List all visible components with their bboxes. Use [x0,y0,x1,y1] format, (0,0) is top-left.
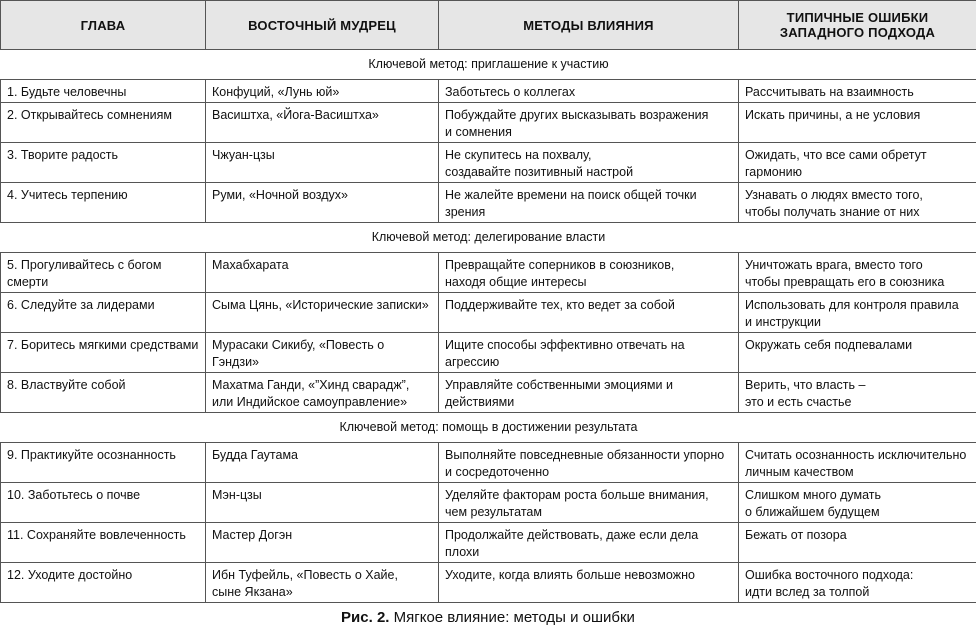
mistake-cell-text: Использовать для контроля правила и инструкции [745,298,959,329]
method-cell [439,563,739,603]
mistake-cell [739,253,976,293]
chapter-cell-text: 3. Творите радость [7,148,118,162]
mistake-cell [739,183,976,223]
sage-cell [206,443,439,483]
section-row [1,223,976,253]
table-row [1,373,976,413]
method-cell-text: Ищите способы эффективно отвечать на агрессию [445,338,685,369]
mistake-cell [739,333,976,373]
method-cell [439,183,739,223]
chapter-cell-text: 11. Сохраняйте вовлеченность [7,528,186,542]
caption-text: Мягкое влияние: методы и ошибки [389,609,634,626]
sage-cell-text: Чжуан-цзы [212,148,275,162]
sage-cell-text: Махабхарата [212,258,289,272]
sage-cell [206,183,439,223]
method-cell [439,80,739,103]
method-cell [439,483,739,523]
chapter-cell-text: 12. Уходите достойно [7,568,132,582]
sage-cell-text: Сыма Цянь, «Исторические записки» [212,298,429,312]
header-mistakes: ТИПИЧНЫЕ ОШИБКИ ЗАПАДНОГО ПОДХОДА [739,1,976,50]
sage-cell [206,563,439,603]
method-cell [439,373,739,413]
method-cell-text: Управляйте собственными эмоциями и действиями [445,378,673,409]
table-row [1,443,976,483]
sage-cell [206,253,439,293]
chapter-cell-text: 5. Прогуливайтесь с богом смерти [7,258,161,289]
method-cell [439,143,739,183]
caption-label: Рис. 2. [341,609,389,626]
chapter-cell [1,143,206,183]
table-body [1,50,976,603]
mistake-cell-text: Бежать от позора [745,528,847,542]
method-cell [439,103,739,143]
table-row [1,80,976,103]
mistake-cell-text: Искать причины, а не условия [745,108,920,122]
mistake-cell [739,143,976,183]
chapter-cell-text: 10. Заботьтесь о почве [7,488,140,502]
section-title: Ключевой метод: делегирование власти [1,223,976,253]
sage-cell-text: Васиштха, «Йога-Васиштха» [212,108,379,122]
sage-cell [206,333,439,373]
table-row [1,523,976,563]
method-cell [439,293,739,333]
method-cell [439,443,739,483]
sage-cell [206,293,439,333]
chapter-cell [1,80,206,103]
table-row [1,483,976,523]
section-row [1,413,976,443]
method-cell-text: Заботьтесь о коллегах [445,85,575,99]
figure-caption [0,609,976,626]
sage-cell-text: Конфуций, «Лунь юй» [212,85,339,99]
method-cell-text: Поддерживайте тех, кто ведет за собой [445,298,675,312]
chapter-cell-text: 9. Практикуйте осознанность [7,448,176,462]
chapter-cell [1,293,206,333]
sage-cell [206,483,439,523]
sage-cell-text: Махатма Ганди, «”Хинд свaрадж”, или Индийское самоуправление» [212,378,409,409]
method-cell [439,333,739,373]
chapter-cell [1,523,206,563]
chapter-cell [1,103,206,143]
table-header-row [1,1,976,50]
method-cell-text: Побуждайте других высказывать возражения и сомнения [445,108,708,139]
sage-cell [206,143,439,183]
mistake-cell-text: Уничтожать врага, вместо того чтобы превращать его в союзника [745,258,944,289]
mistake-cell [739,293,976,333]
method-cell-text: Уходите, когда влиять больше невозможно [445,568,695,582]
method-cell-text: Не скупитесь на похвалу, создавайте позитивный настрой [445,148,633,179]
sage-cell-text: Мурасаки Сикибу, «Повесть о Гэндзи» [212,338,384,369]
mistake-cell-text: Ожидать, что все сами обретут гармонию [745,148,927,179]
mistake-cell-text: Верить, что власть – это и есть счастье [745,378,865,409]
sage-cell-text: Ибн Туфейль, «Повесть о Хайе, сыне Якзана» [212,568,398,599]
chapter-cell [1,183,206,223]
mistake-cell-text: Узнавать о людях вместо того, чтобы получать знание от них [745,188,923,219]
sage-cell [206,103,439,143]
sage-cell [206,80,439,103]
mistake-cell [739,80,976,103]
header-chapter: ГЛАВА [1,1,206,50]
sage-cell [206,373,439,413]
chapter-cell [1,373,206,413]
table-row [1,293,976,333]
mistake-cell [739,443,976,483]
chapter-cell [1,443,206,483]
mistake-cell-text: Считать осознанность исключительно личным качеством [745,448,966,479]
mistake-cell-text: Рассчитывать на взаимность [745,85,914,99]
chapter-cell-text: 4. Учитесь терпению [7,188,128,202]
mistake-cell [739,563,976,603]
header-sage: ВОСТОЧНЫЙ МУДРЕЦ [206,1,439,50]
sage-cell [206,523,439,563]
header-methods: МЕТОДЫ ВЛИЯНИЯ [439,1,739,50]
sage-cell-text: Будда Гаутама [212,448,298,462]
chapter-cell [1,563,206,603]
chapter-cell [1,253,206,293]
sage-cell-text: Мастер Догэн [212,528,292,542]
mistake-cell [739,103,976,143]
chapter-cell-text: 8. Властвуйте собой [7,378,126,392]
table-row [1,103,976,143]
chapter-cell [1,483,206,523]
chapter-cell-text: 6. Следуйте за лидерами [7,298,155,312]
sage-cell-text: Руми, «Ночной воздух» [212,188,348,202]
chapter-cell-text: 2. Открывайтесь сомнениям [7,108,172,122]
method-cell-text: Уделяйте факторам роста больше внимания, чем результатам [445,488,709,519]
section-title: Ключевой метод: помощь в достижении результата [1,413,976,443]
mistake-cell [739,523,976,563]
method-cell [439,253,739,293]
table-row [1,253,976,293]
section-row [1,50,976,80]
mistake-cell [739,373,976,413]
table-row [1,563,976,603]
mistake-cell-text: Слишком много думать о ближайшем будущем [745,488,881,519]
table-row [1,143,976,183]
section-title: Ключевой метод: приглашение к участию [1,50,976,80]
method-cell-text: Не жалейте времени на поиск общей точки зрения [445,188,697,219]
mistake-cell [739,483,976,523]
chapter-cell-text: 1. Будьте человечны [7,85,126,99]
table-row [1,183,976,223]
mistake-cell-text: Ошибка восточного подхода: идти вслед за толпой [745,568,913,599]
chapter-cell [1,333,206,373]
method-cell-text: Выполняйте повседневные обязанности упорно и сосредоточенно [445,448,724,479]
method-cell-text: Превращайте соперников в союзников, находя общие интересы [445,258,674,289]
mistake-cell-text: Окружать себя подпевалами [745,338,912,352]
method-cell-text: Продолжайте действовать, даже если дела плохи [445,528,698,559]
method-cell [439,523,739,563]
chapter-cell-text: 7. Боритесь мягкими средствами [7,338,198,352]
sage-cell-text: Мэн-цзы [212,488,262,502]
table-row [1,333,976,373]
